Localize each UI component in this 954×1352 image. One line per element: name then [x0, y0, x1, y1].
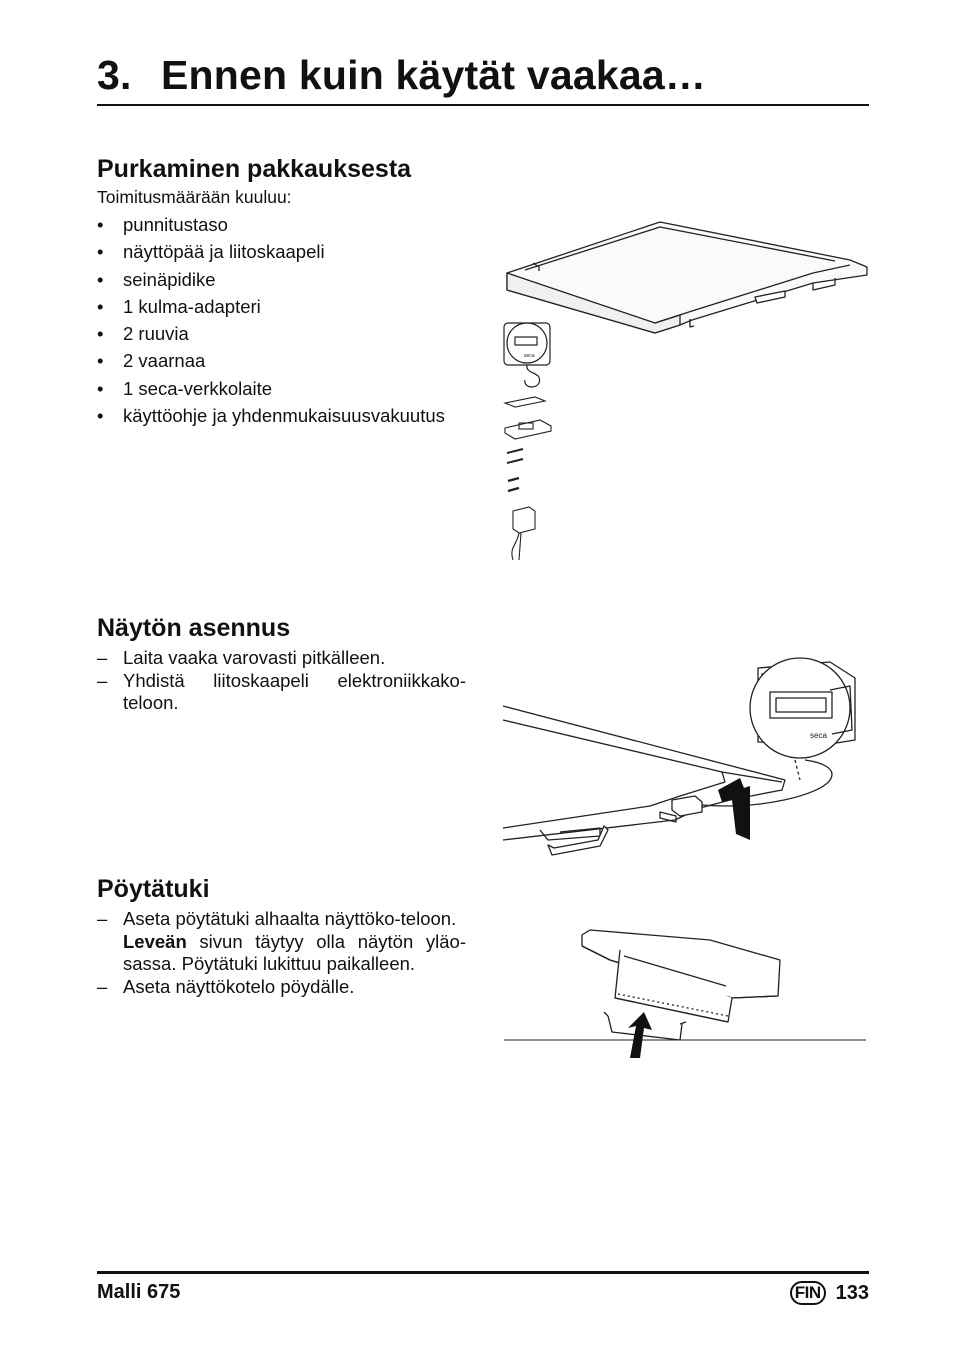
table-stand-illustration [500, 920, 870, 1065]
list-item: • 2 ruuvia [97, 323, 189, 345]
note-text: sivun täytyy olla näytön yläo-sassa. Pöytätuki lukittuu paikalleen. [123, 930, 466, 974]
note-bold: Leveän [123, 930, 187, 952]
chapter-title: Ennen kuin käytät vaakaa… [161, 52, 707, 98]
list-item: – Aseta pöytätuki alhaalta näyttöko-teloon. [97, 908, 457, 929]
list-item: • näyttöpää ja liitoskaapeli [97, 241, 325, 263]
display-install-steps [97, 647, 466, 715]
chapter-number: 3. [97, 52, 132, 98]
display-brand-label: seca [524, 353, 535, 359]
page-number: 133 [835, 1281, 869, 1304]
list-item: • 1 kulma-adapteri [97, 295, 261, 317]
list-item: • 1 seca-verkkolaite [97, 377, 273, 399]
delivery-contents-illustration [495, 215, 875, 570]
list-item: • käyttöohje ja yhdenmukaisuusvakuutus [97, 405, 445, 427]
footer-divider [97, 1271, 869, 1274]
display-brand-label: seca [810, 731, 827, 740]
display-install-heading: Näytön asennus [97, 614, 291, 642]
list-item: • seinäpidike [97, 268, 216, 290]
list-item: • punnitustaso [97, 214, 228, 235]
title-divider [97, 104, 869, 106]
unpacking-intro: Toimitusmäärään kuuluu: [97, 187, 292, 207]
list-item: • 2 vaarnaa [97, 350, 206, 372]
list-item: – Aseta näyttökotelo pöydälle. [97, 975, 355, 997]
list-item [97, 931, 466, 976]
display-installation-illustration [500, 650, 870, 865]
language-badge: FIN [790, 1281, 826, 1305]
list-item: – Yhdistä liitoskaapeli elektroniikkako-teloon. [97, 669, 466, 713]
footer-page-info [790, 1281, 869, 1305]
table-stand-heading: Pöytätuki [97, 875, 210, 903]
table-stand-steps [97, 908, 466, 998]
page-title [97, 52, 706, 99]
delivery-list [97, 211, 477, 429]
unpacking-heading: Purkaminen pakkauksesta [97, 155, 412, 183]
model-label: Malli 675 [97, 1281, 181, 1303]
list-item: – Laita vaaka varovasti pitkälleen. [97, 647, 386, 668]
